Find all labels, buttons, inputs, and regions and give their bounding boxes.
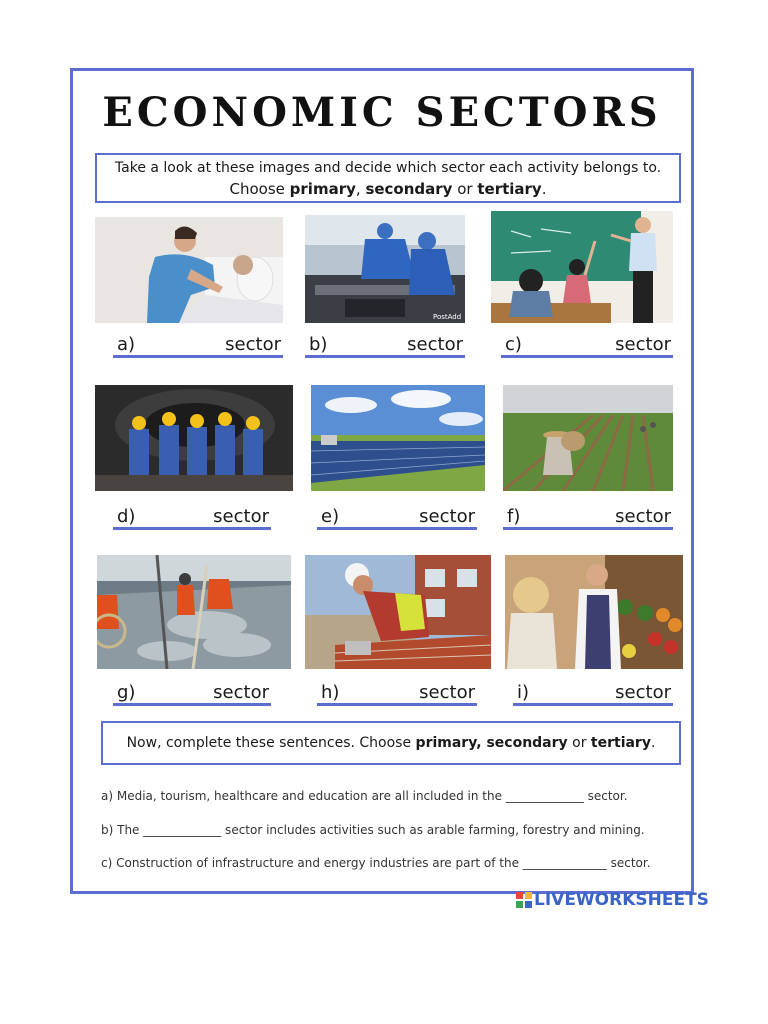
answer-line[interactable] [317,677,477,706]
option-secondary: secondary [486,735,568,751]
option-secondary: secondary [365,180,453,198]
sector-label: sector [615,506,671,527]
item-letter: i) [517,682,530,703]
answer-line[interactable] [513,677,673,706]
sector-label: sector [419,506,475,527]
logo-text: LIVEWORKSHEETS [534,890,709,910]
instructions-box [95,153,681,203]
sentences-instruction-box [101,721,681,765]
liveworksheets-logo [516,890,709,910]
sector-label: sector [225,334,281,355]
image-miners-in-tunnel [95,385,293,491]
image-farm-field-workers [503,385,673,491]
answer-line[interactable] [305,329,465,358]
sector-label: sector [213,506,269,527]
answer-line[interactable] [113,329,283,358]
separator: or [452,180,478,198]
liveworksheets-logo-icon [516,892,532,908]
instructions-prefix: Choose [229,180,290,198]
image-solar-farm [311,385,485,491]
sentences-prefix: Now, complete these sentences. Choose [126,735,416,751]
sector-label: sector [615,682,671,703]
item-letter: d) [117,506,136,527]
item-letter: f) [507,506,521,527]
image-factory-workers [305,215,465,323]
answer-line[interactable] [113,677,271,706]
option-tertiary: tertiary [590,735,651,751]
sector-label: sector [615,334,671,355]
image-grocery-shop [505,555,683,669]
separator: . [650,735,656,751]
separator: . [541,180,547,198]
image-teacher-classroom [491,211,673,323]
answer-line[interactable] [113,501,271,530]
answer-line[interactable] [503,501,673,530]
sentence-c[interactable]: c) Construction of infrastructure and energy industries are part of the ______________ sector. [101,856,651,870]
separator: , [476,735,487,751]
option-tertiary: tertiary [477,180,542,198]
sector-label: sector [419,682,475,703]
page-title: ECONOMIC SECTORS [102,89,662,136]
item-letter: b) [309,334,328,355]
item-letter: a) [117,334,136,355]
sentence-a[interactable]: a) Media, tourism, healthcare and education are all included in the _____________ sector. [101,789,628,803]
image-bricklayer [305,555,491,669]
answer-line[interactable] [317,501,477,530]
option-primary: primary [289,180,356,198]
instructions-line-2 [97,179,679,200]
svg-text:PostAdd: PostAdd [433,313,462,321]
separator: or [567,735,591,751]
item-letter: g) [117,682,136,703]
instructions-line-1: Take a look at these images and decide which sector each activity belongs to. [114,160,662,176]
sentence-b[interactable]: b) The _____________ sector includes activities such as arable farming, forestry and mining. [101,823,645,837]
worksheet [70,68,694,894]
image-fishing-boat [97,555,291,669]
item-letter: h) [321,682,340,703]
item-letter: e) [321,506,340,527]
sector-label: sector [213,682,269,703]
sector-label: sector [407,334,463,355]
answer-line[interactable] [501,329,673,358]
option-primary: primary [415,735,477,751]
separator: , [355,180,366,198]
item-letter: c) [505,334,522,355]
image-nurse-with-patient [95,217,283,323]
